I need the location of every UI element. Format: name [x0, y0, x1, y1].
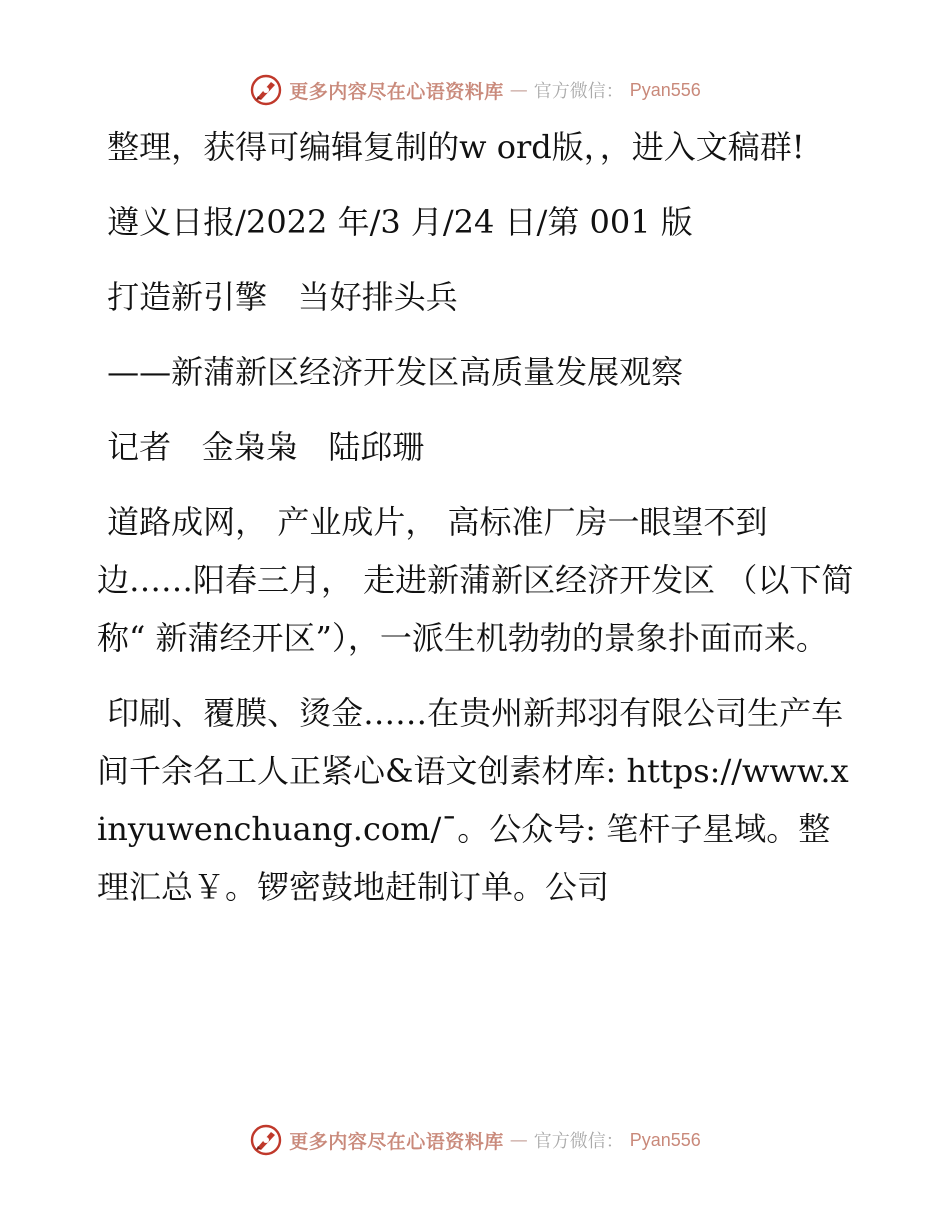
watermark-wechat-id: Pyan556: [629, 79, 701, 100]
watermark-main-text: 更多内容尽在心语资料库: [289, 80, 504, 103]
paragraph-body-1: 道路成网， 产业成片， 高标准厂房一眼望不到边……阳春三月， 走进新蒲新区经济开发区 （以下简称“ 新蒲经开区”），一派生机勃勃的景象扑面而来。: [97, 503, 854, 657]
article-byline: 记者 金枭枭 陆邱珊: [97, 428, 425, 466]
document-body: [97, 118, 857, 933]
paragraph-intro: 整理，获得可编辑复制的w ord版，，进入文稿群!: [97, 128, 805, 166]
watermark-contact-label: 官方微信：: [533, 1131, 624, 1152]
watermark-main-text: 更多内容尽在心语资料库: [289, 1130, 504, 1153]
pen-logo-icon: [249, 1123, 283, 1157]
paragraph-source: 遵义日报/2022 年/3 月/24 日/第 001 版: [97, 203, 693, 241]
article-title: 打造新引擎 当好排头兵: [97, 278, 458, 316]
watermark-dash: —: [509, 1129, 528, 1151]
header-watermark: [0, 70, 950, 110]
watermark-wechat-id: Pyan556: [629, 1129, 701, 1150]
footer-watermark: [0, 1120, 950, 1160]
pen-logo-icon: [249, 73, 283, 107]
article-subtitle: ——新蒲新区经济开发区高质量发展观察: [97, 353, 684, 391]
watermark-contact-label: 官方微信：: [533, 81, 624, 102]
watermark-dash: —: [509, 79, 528, 101]
paragraph-body-2: 印刷、覆膜、烫金……在贵州新邦羽有限公司生产车间千余名工人正紧心&语文创素材库: https://www.xinyuwenchuang.com/¯。公众号: 笔杆子星域。整理汇总￥。锣密鼓地赶制订单。公司: [97, 694, 849, 906]
